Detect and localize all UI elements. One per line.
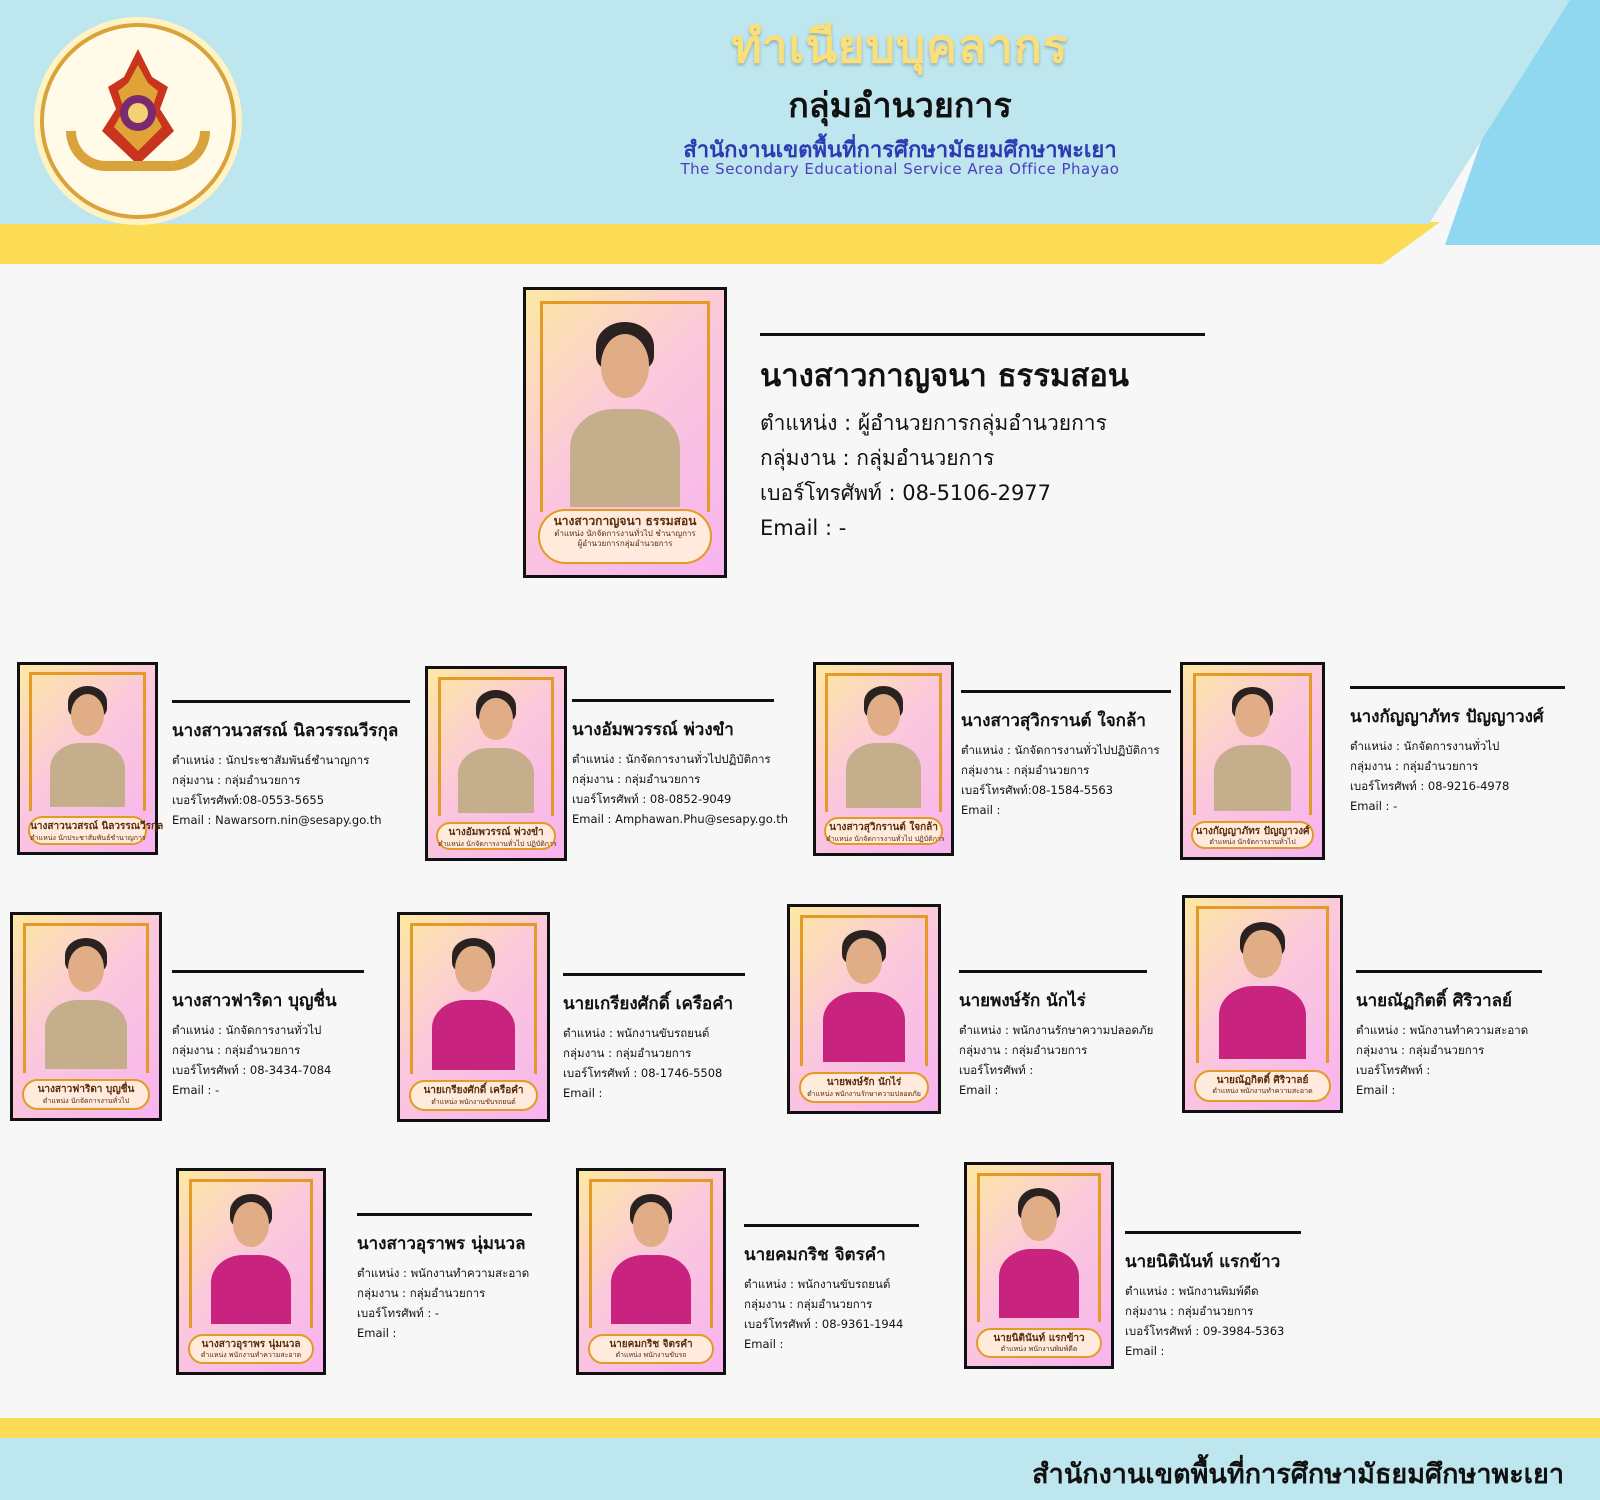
person-name: นางสาวสุวิกรานต์ ใจกล้า bbox=[961, 711, 1146, 731]
person-name: นายณัฏกิตติ์ ศิริวาลย์ bbox=[1356, 991, 1512, 1011]
staff-photo: นางสาวอุราพร นุ่มนวล ตำแหน่ง พนักงานทำความสะอาด bbox=[176, 1168, 326, 1375]
person-group: กลุ่มอำนวยการ bbox=[856, 446, 995, 470]
staff-photo: นายเกรียงศักดิ์ เครือคำ ตำแหน่ง พนักงานขับรถยนต์ bbox=[397, 912, 550, 1122]
head-person-photo bbox=[523, 287, 727, 578]
person-name: นายคมกริช จิตรคำ bbox=[744, 1245, 886, 1265]
person-name: นางสาวนวสรณ์ นิลวรรณวีรกุล bbox=[172, 721, 399, 741]
staff-photo: นางสาวฟาริดา บุญชื่น ตำแหน่ง นักจัดการงานทั่วไป bbox=[10, 912, 162, 1121]
head-person-info: นางสาวกาญจนา ธรรมสอน ตำแหน่ง : ผู้อำนวยการกลุ่มอำนวยการ กลุ่มงาน : กลุ่มอำนวยการ เบอร์โทรศัพท์ : 08-5106-2977 Email : - bbox=[760, 333, 1205, 546]
person-name: นายเกรียงศักดิ์ เครือคำ bbox=[563, 994, 734, 1014]
staff-photo: นางสาวนวสรณ์ นิลวรรณวีรกุล ตำแหน่ง นักประชาสัมพันธ์ชำนาญการ bbox=[17, 662, 158, 855]
staff-info: นายคมกริช จิตรคำ ตำแหน่ง : พนักงานขับรถยนต์ กลุ่มงาน : กลุ่มอำนวยการ เบอร์โทรศัพท์ : 08-9361-1944 Email : bbox=[744, 1224, 919, 1354]
person-name: นางอัมพวรรณ์ พ่วงขำ bbox=[572, 720, 734, 740]
person-name: นายพงษ์รัก นักไร่ bbox=[959, 991, 1086, 1011]
person-name: นางสาวฟาริดา บุญชื่น bbox=[172, 991, 337, 1011]
person-position: ผู้อำนวยการกลุ่มอำนวยการ bbox=[857, 411, 1107, 435]
person-name: นางสาวกาญจนา ธรรมสอน bbox=[760, 358, 1130, 394]
person-name: นายนิตินันท์ แรกข้าว bbox=[1125, 1252, 1281, 1272]
person-name: นางกัญญาภัทร ปัญญาวงศ์ bbox=[1350, 707, 1544, 727]
page-title: ทำเนียบบุคลากร bbox=[731, 19, 1069, 73]
footer-office-name: สำนักงานเขตพื้นที่การศึกษามัธยมศึกษาพะเยา bbox=[1032, 1459, 1564, 1490]
person-name: นางสาวอุราพร นุ่มนวล bbox=[357, 1234, 526, 1254]
staff-photo: นางสาวสุวิกรานต์ ใจกล้า ตำแหน่ง นักจัดการงานทั่วไป ปฏิบัติการ bbox=[813, 662, 954, 856]
staff-info: นางกัญญาภัทร ปัญญาวงศ์ ตำแหน่ง : นักจัดการงานทั่วไป กลุ่มงาน : กลุ่มอำนวยการ เบอร์โทรศัพท์ : 08-9216-4978 Email : - bbox=[1350, 686, 1565, 816]
staff-info: นายณัฏกิตติ์ ศิริวาลย์ ตำแหน่ง : พนักงานทำความสะอาด กลุ่มงาน : กลุ่มอำนวยการ เบอร์โทรศัพท์ : Email : bbox=[1356, 970, 1542, 1100]
staff-photo: นายณัฏกิตติ์ ศิริวาลย์ ตำแหน่ง พนักงานทำความสะอาด bbox=[1182, 895, 1343, 1113]
office-name-english: The Secondary Educational Service Area Office Phayao bbox=[680, 160, 1120, 178]
staff-info: นางสาวสุวิกรานต์ ใจกล้า ตำแหน่ง : นักจัดการงานทั่วไปปฏิบัติการ กลุ่มงาน : กลุ่มอำนวยการ เบอร์โทรศัพท์:08-1584-5563 Email : bbox=[961, 690, 1171, 820]
staff-photo: นายนิตินันท์ แรกข้าว ตำแหน่ง พนักงานพิมพ์ดีด bbox=[964, 1162, 1114, 1369]
staff-info: นางสาวนวสรณ์ นิลวรรณวีรกุล ตำแหน่ง : นักประชาสัมพันธ์ชำนาญการ กลุ่มงาน : กลุ่มอำนวยการ เบอร์โทรศัพท์:08-0553-5655 Email : Nawarsorn.nin@sesapy.go.th bbox=[172, 700, 410, 830]
emblem-ribbon bbox=[66, 131, 210, 171]
staff-info: นายพงษ์รัก นักไร่ ตำแหน่ง : พนักงานรักษาความปลอดภัย กลุ่มงาน : กลุ่มอำนวยการ เบอร์โทรศัพท์ : Email : bbox=[959, 970, 1147, 1100]
header-yellow-band bbox=[0, 222, 1440, 264]
footer-yellow-band bbox=[0, 1418, 1600, 1438]
staff-info: นายเกรียงศักดิ์ เครือคำ ตำแหน่ง : พนักงานขับรถยนต์ กลุ่มงาน : กลุ่มอำนวยการ เบอร์โทรศัพท์ : 08-1746-5508 Email : bbox=[563, 973, 745, 1103]
staff-info: นายนิตินันท์ แรกข้าว ตำแหน่ง : พนักงานพิมพ์ดีด กลุ่มงาน : กลุ่มอำนวยการ เบอร์โทรศัพท์ : 09-3984-5363 Email : bbox=[1125, 1231, 1301, 1361]
header-banner bbox=[0, 0, 1600, 265]
staff-photo: นางกัญญาภัทร ปัญญาวงศ์ ตำแหน่ง นักจัดการงานทั่วไป bbox=[1180, 662, 1325, 860]
staff-photo: นายพงษ์รัก นักไร่ ตำแหน่ง พนักงานรักษาความปลอดภัย bbox=[787, 904, 941, 1114]
group-title: กลุ่มอำนวยการ bbox=[788, 86, 1012, 126]
staff-info: นางสาวฟาริดา บุญชื่น ตำแหน่ง : นักจัดการงานทั่วไป กลุ่มงาน : กลุ่มอำนวยการ เบอร์โทรศัพท์ : 08-3434-7084 Email : - bbox=[172, 970, 364, 1100]
staff-info: นางสาวอุราพร นุ่มนวล ตำแหน่ง : พนักงานทำความสะอาด กลุ่มงาน : กลุ่มอำนวยการ เบอร์โทรศัพท์ : - Email : bbox=[357, 1213, 532, 1343]
office-name-thai: สำนักงานเขตพื้นที่การศึกษามัธยมศึกษาพะเยา bbox=[683, 138, 1117, 163]
person-email: - bbox=[838, 516, 847, 540]
office-emblem-logo bbox=[40, 23, 236, 219]
photo-nameplate: นางสาวกาญจนา ธรรมสอน ตำแหน่ง นักจัดการงานทั่วไป ชำนาญการ ผู้อำนวยการกลุ่มอำนวยการ bbox=[538, 509, 712, 563]
person-phone: 08-5106-2977 bbox=[902, 481, 1052, 505]
staff-info: นางอัมพวรรณ์ พ่วงขำ ตำแหน่ง : นักจัดการงานทั่วไปปฏิบัติการ กลุ่มงาน : กลุ่มอำนวยการ เบอร์โทรศัพท์ : 08-0852-9049 Email : Amphawan.Phu@sesapy.go.th bbox=[572, 699, 774, 829]
staff-photo: นางอัมพวรรณ์ พ่วงขำ ตำแหน่ง นักจัดการงานทั่วไป ปฏิบัติการ bbox=[425, 666, 567, 861]
staff-photo: นายคมกริช จิตรคำ ตำแหน่ง พนักงานขับรถ bbox=[576, 1168, 726, 1375]
